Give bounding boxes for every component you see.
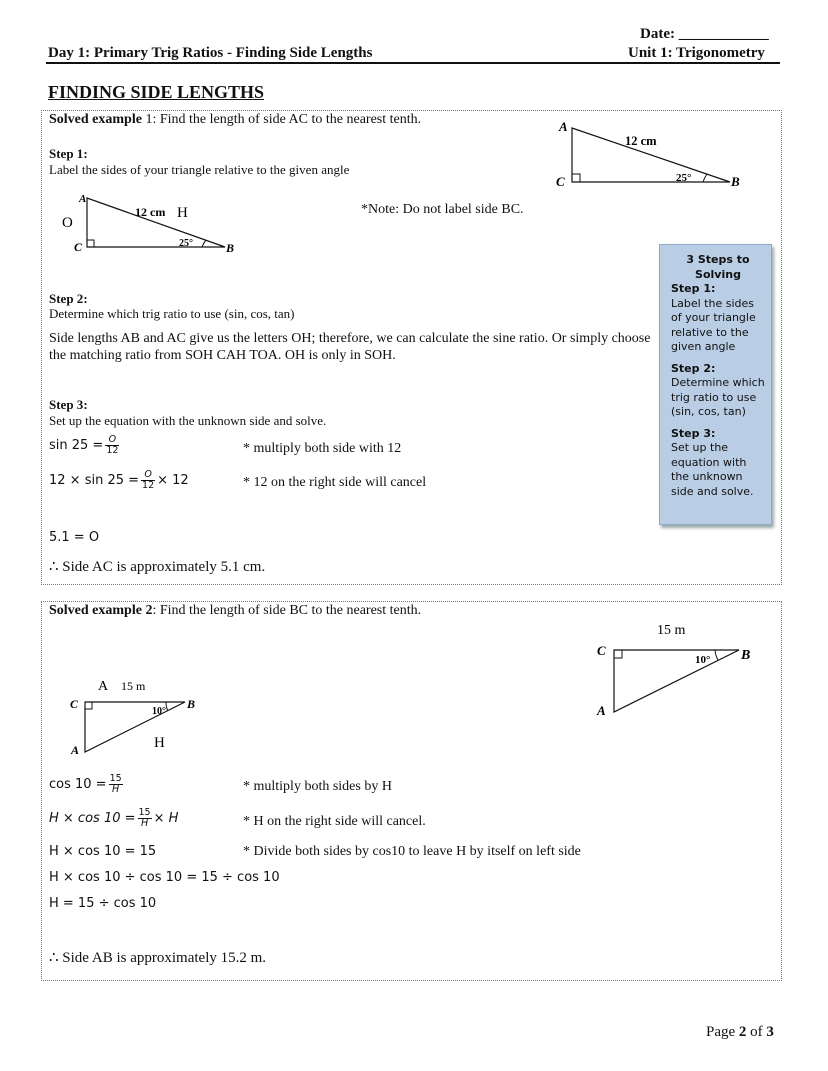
sidebar-step2-label: Step 2: (671, 361, 716, 375)
sidebar-step2-line: Determine which (671, 376, 765, 389)
angle-arc (703, 174, 707, 182)
ex2-conclusion: ∴ Side AB is approximately 15.2 m. (49, 950, 267, 966)
vertex-b: B (731, 174, 740, 189)
vertex-c: C (597, 643, 606, 658)
triangle-shape (85, 702, 185, 752)
example1-heading: Solved example 1: Find the length of side AC to the nearest tenth. (49, 112, 422, 127)
ex1-step1-text: Label the sides of your triangle relative to the given angle (49, 162, 350, 177)
sidebar-step1-line: relative to the (671, 325, 749, 339)
ex1-equation-2-note: * 12 on the right side will cancel (243, 475, 427, 490)
angle-label: 25° (676, 172, 692, 184)
vertex-c: C (70, 697, 79, 711)
fraction: $\frac{O}{12}$ (106, 434, 119, 456)
top-side-label: 15 m (657, 623, 686, 638)
right-angle-mark (87, 240, 94, 247)
vertex-b: B (187, 697, 196, 711)
vertex-a: A (597, 703, 606, 718)
sidebar-title-line2: Solving (695, 267, 741, 281)
steps-sidebar (659, 244, 772, 525)
ex2-equation-1-note: * multiply both sides by H (243, 779, 392, 794)
example2-triangle (585, 615, 775, 725)
date-label: Date: ____________ (640, 26, 769, 42)
page-number: Page 2 of 3 (706, 1024, 774, 1040)
angle-arc (166, 702, 168, 711)
ex1-step3-label: Step 3: (49, 397, 88, 412)
sidebar-step3-line: side and solve. (671, 484, 754, 498)
fraction: $\frac{15}{H}$ (138, 807, 151, 829)
a-letter: A (98, 679, 109, 694)
ex2-equation-4: H × cos 10 ÷ cos 10 = 15 ÷ cos 10 (49, 870, 280, 885)
header-rule (46, 62, 780, 64)
side-value: 15 m (121, 679, 146, 693)
explanation-text: Side lengths AB and AC give us the letters OH; therefore, we can calculate the sine ratio. Or simply choose the matching ratio from SOH CAH TOA. OH is only in SOH. (49, 331, 651, 363)
right-angle-mark (572, 174, 580, 182)
unit-label: Unit 1: Trigonometry (628, 45, 765, 61)
ex1-equation-2: 12 × sin 25 = $\frac{O}{12}$ × 12 (49, 469, 189, 491)
sidebar-step3-line: Set up the (671, 441, 729, 454)
fraction: $\frac{15}{H}$ (109, 773, 122, 795)
ex1-equation-1: sin 25 = $\frac{O}{12}$ (49, 434, 119, 456)
angle-arc (715, 650, 718, 660)
ex2-equation-5: H = 15 ÷ cos 10 (49, 896, 157, 911)
hypotenuse-letter: H (177, 205, 188, 221)
ex1-conclusion: ∴ Side AC is approximately 5.1 cm. (49, 559, 266, 575)
angle-label: 10° (695, 654, 711, 666)
example2-labeled-triangle (60, 674, 220, 764)
sidebar-step2-line: trig ratio to use (671, 390, 757, 404)
ex1-result: 5.1 = O (49, 530, 100, 545)
sidebar-step1-label: Step 1: (671, 282, 716, 295)
example2-heading: Solved example 2: Find the length of side BC to the nearest tenth. (49, 603, 422, 618)
vertex-c: C (556, 174, 565, 189)
angle-label: 10° (152, 706, 166, 717)
sidebar-title-line1: 3 Steps to (686, 253, 750, 266)
sidebar-step1-line: given angle (671, 340, 736, 353)
sidebar-step3-line: the unknown (671, 470, 743, 483)
ex2-equation-3: H × cos 10 = 15 (49, 844, 157, 859)
vertex-c: C (74, 240, 83, 254)
right-angle-mark (614, 650, 622, 658)
hypotenuse-label: 12 cm (625, 134, 657, 148)
vertex-b: B (741, 648, 751, 663)
right-angle-mark (85, 702, 92, 709)
sidebar-step1-line: of your triangle (671, 311, 756, 324)
triangle-shape (614, 650, 739, 712)
fraction: $\frac{O}{12}$ (142, 469, 155, 491)
opposite-label: O (62, 215, 73, 231)
ex2-equation-2: H × cos 10 = $\frac{15}{H}$ × H (49, 807, 179, 829)
note-text: *Note: Do not label side BC. (361, 202, 524, 217)
vertex-a: A (559, 119, 568, 134)
vertex-a: A (71, 743, 80, 757)
hypotenuse-value: 12 cm (135, 205, 166, 219)
ex1-step1-label: Step 1: (49, 146, 88, 161)
ex1-step2-text: Determine which trig ratio to use (sin, cos, tan) (49, 306, 295, 321)
page-title: FINDING SIDE LENGTHS (48, 82, 265, 102)
h-letter: H (154, 735, 165, 751)
ex2-equation-2-note: * H on the right side will cancel. (243, 814, 426, 829)
ex2-equation-1: cos 10 = $\frac{15}{H}$ (49, 773, 122, 795)
ex2-equation-3-note: * Divide both sides by cos10 to leave H by itself on left side (243, 844, 581, 859)
example1-labeled-triangle (55, 188, 255, 258)
sidebar-step2-line: (sin, cos, tan) (671, 405, 746, 418)
ex1-step2-label: Step 2: (49, 291, 88, 306)
sidebar-step3-label: Step 3: (671, 426, 716, 440)
vertex-b: B (226, 241, 235, 255)
sidebar-step3-line: equation with (671, 455, 747, 469)
sidebar-step1-line: Label the sides (671, 296, 754, 310)
ex1-equation-1-note: * multiply both side with 12 (243, 441, 402, 456)
angle-arc (202, 240, 206, 247)
angle-label: 25° (179, 238, 193, 249)
ex1-step3-text: Set up the equation with the unknown side and solve. (49, 413, 327, 428)
worksheet-title: Day 1: Primary Trig Ratios - Finding Side Lengths (48, 45, 373, 61)
example1-triangle (545, 114, 745, 194)
vertex-a: A (79, 193, 87, 205)
